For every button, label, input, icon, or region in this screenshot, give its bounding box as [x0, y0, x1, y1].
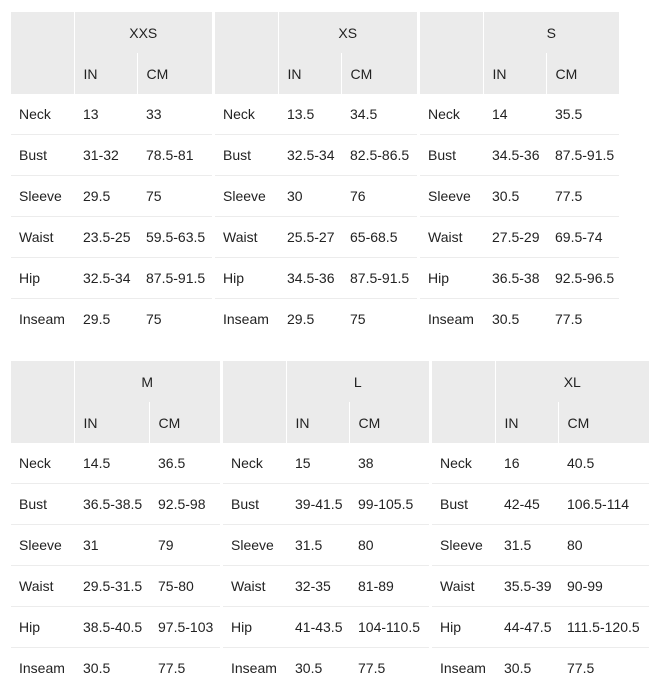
inch-value-cell [74, 607, 149, 648]
inch-value: 32.5-34 [83, 270, 131, 286]
cm-value-cell [558, 443, 649, 484]
inch-value-cell [495, 566, 558, 607]
inch-value: 44-47.5 [504, 619, 552, 635]
inch-value-cell [495, 484, 558, 525]
measurement-row [11, 176, 212, 217]
inch-value-cell [495, 443, 558, 484]
measurement-row [215, 299, 417, 340]
cm-value-cell [149, 566, 220, 607]
inch-value: 27.5-29 [492, 229, 540, 245]
inch-value-cell [74, 176, 137, 217]
cm-value: 79 [158, 537, 174, 553]
measurement-label-cell [215, 217, 278, 258]
measurement-label-cell [223, 525, 286, 566]
cm-value-cell [149, 648, 220, 689]
measurement-label: Inseam [19, 660, 65, 676]
inch-value-cell [74, 443, 149, 484]
measurement-label-cell [223, 484, 286, 525]
cm-value: 76 [350, 188, 366, 204]
unit-in-header: IN [74, 53, 137, 94]
unit-cm-header: CM [341, 53, 417, 94]
cm-value-cell [546, 258, 619, 299]
cm-value-cell [341, 135, 417, 176]
measurement-label-cell [223, 648, 286, 689]
measurement-label-cell [11, 258, 74, 299]
measurement-label-cell [11, 94, 74, 135]
cm-value: 92.5-98 [158, 496, 206, 512]
measurement-label: Neck [19, 455, 51, 471]
cm-value: 59.5-63.5 [146, 229, 206, 245]
size-label: S [483, 12, 619, 53]
inch-value: 29.5 [287, 311, 315, 327]
inch-value-cell [286, 607, 349, 648]
unit-cm-header: CM [137, 53, 212, 94]
measurement-row [11, 607, 220, 648]
cm-value-cell [341, 94, 417, 135]
inch-value-cell [74, 648, 149, 689]
inch-value-cell [495, 607, 558, 648]
size-label: L [286, 361, 429, 402]
measurement-label: Bust [428, 147, 457, 163]
cm-value-cell [546, 299, 619, 340]
unit-in-header: IN [483, 53, 546, 94]
measurement-label: Neck [19, 106, 51, 122]
inch-value-cell [74, 94, 137, 135]
inch-value-cell [74, 135, 137, 176]
size-table [420, 12, 619, 339]
inch-value-cell [483, 217, 546, 258]
cm-value: 81-89 [358, 578, 394, 594]
cm-value-cell [558, 607, 649, 648]
measurement-label-cell [215, 299, 278, 340]
measurement-label: Hip [440, 619, 462, 635]
size-header-row [215, 12, 417, 53]
measurement-label: Bust [19, 496, 48, 512]
inch-value: 29.5-31.5 [83, 578, 143, 594]
size-table [11, 361, 220, 688]
inch-value: 30.5 [83, 660, 111, 676]
measurement-row [11, 299, 212, 340]
inch-value-cell [286, 443, 349, 484]
inch-value: 31-32 [83, 147, 119, 163]
inch-value: 25.5-27 [287, 229, 335, 245]
cm-value-cell [558, 566, 649, 607]
measurement-label-cell [11, 443, 74, 484]
measurement-row [432, 443, 649, 484]
measurement-label: Sleeve [223, 188, 266, 204]
inch-value: 41-43.5 [295, 619, 343, 635]
inch-value-cell [278, 135, 341, 176]
measurement-label: Sleeve [19, 537, 62, 553]
header-corner-cell [223, 361, 286, 443]
inch-value-cell [74, 484, 149, 525]
size-header-row [11, 12, 212, 53]
inch-value: 30.5 [504, 660, 532, 676]
header-corner-cell [420, 12, 483, 94]
inch-value: 32.5-34 [287, 147, 335, 163]
size-table [432, 361, 649, 688]
inch-value: 30.5 [492, 188, 520, 204]
inch-value: 31 [83, 537, 99, 553]
size-table-block-xl [432, 361, 649, 688]
measurement-label: Waist [19, 578, 54, 594]
measurement-label-cell [432, 648, 495, 689]
cm-value-cell [349, 648, 429, 689]
inch-value-cell [495, 648, 558, 689]
cm-value-cell [349, 484, 429, 525]
cm-value-cell [341, 299, 417, 340]
cm-value-cell [137, 135, 212, 176]
measurement-label: Hip [19, 619, 41, 635]
measurement-label-cell [215, 176, 278, 217]
measurement-label: Waist [428, 229, 463, 245]
size-label: M [74, 361, 220, 402]
measurement-label-cell [432, 484, 495, 525]
inch-value: 29.5 [83, 311, 111, 327]
measurement-row [223, 566, 429, 607]
cm-value-cell [558, 484, 649, 525]
unit-cm-header: CM [349, 402, 429, 443]
measurement-label-cell [11, 484, 74, 525]
measurement-row [11, 525, 220, 566]
inch-value-cell [74, 299, 137, 340]
size-header-row [420, 12, 619, 53]
inch-value-cell [74, 217, 137, 258]
measurement-label: Inseam [231, 660, 277, 676]
cm-value-cell [546, 135, 619, 176]
inch-value-cell [74, 258, 137, 299]
measurement-label-cell [420, 299, 483, 340]
measurement-row [223, 648, 429, 689]
unit-in-header: IN [278, 53, 341, 94]
cm-value: 90-99 [567, 578, 603, 594]
cm-value: 92.5-96.5 [555, 270, 615, 286]
size-header-row [432, 361, 649, 402]
unit-in-header: IN [495, 402, 558, 443]
size-table-block-xxs [11, 12, 212, 339]
cm-value: 75 [146, 311, 162, 327]
measurement-label-cell [432, 607, 495, 648]
inch-value-cell [483, 299, 546, 340]
cm-value: 77.5 [358, 660, 386, 676]
inch-value-cell [286, 525, 349, 566]
measurement-label-cell [432, 443, 495, 484]
cm-value-cell [137, 258, 212, 299]
measurement-row [11, 94, 212, 135]
measurement-label: Bust [19, 147, 48, 163]
cm-value: 97.5-103 [158, 619, 214, 635]
measurement-label: Sleeve [231, 537, 274, 553]
measurement-row [215, 258, 417, 299]
cm-value-cell [558, 525, 649, 566]
cm-value: 87.5-91.5 [555, 147, 615, 163]
measurement-row [223, 607, 429, 648]
cm-value-cell [349, 525, 429, 566]
inch-value: 38.5-40.5 [83, 619, 143, 635]
measurement-row [215, 217, 417, 258]
inch-value-cell [286, 484, 349, 525]
inch-value-cell [483, 94, 546, 135]
header-corner-cell [11, 12, 74, 94]
size-header-row [223, 361, 429, 402]
header-corner-cell [215, 12, 278, 94]
cm-value: 87.5-91.5 [350, 270, 410, 286]
cm-value: 99-105.5 [358, 496, 414, 512]
measurement-row [11, 484, 220, 525]
measurement-row [215, 176, 417, 217]
inch-value-cell [286, 648, 349, 689]
cm-value-cell [349, 566, 429, 607]
measurement-row [420, 94, 619, 135]
measurement-label: Bust [440, 496, 469, 512]
size-table-block-s [420, 12, 619, 339]
cm-value-cell [137, 94, 212, 135]
measurement-label-cell [11, 299, 74, 340]
cm-value: 78.5-81 [146, 147, 194, 163]
inch-value-cell [278, 217, 341, 258]
size-table [223, 361, 429, 688]
size-label: XS [278, 12, 417, 53]
inch-value-cell [278, 299, 341, 340]
inch-value: 36.5-38.5 [83, 496, 143, 512]
cm-value-cell [546, 217, 619, 258]
cm-value: 75-80 [158, 578, 194, 594]
cm-value: 77.5 [555, 188, 583, 204]
inch-value: 35.5-39 [504, 578, 552, 594]
measurement-label: Sleeve [428, 188, 471, 204]
header-corner-cell [11, 361, 74, 443]
measurement-row [11, 648, 220, 689]
unit-cm-header: CM [546, 53, 619, 94]
measurement-label: Waist [440, 578, 475, 594]
inch-value-cell [483, 135, 546, 176]
size-table-block-xs [215, 12, 417, 339]
measurement-label: Waist [231, 578, 266, 594]
size-table-block-m [11, 361, 220, 688]
cm-value-cell [341, 217, 417, 258]
inch-value: 14 [492, 106, 508, 122]
inch-value: 39-41.5 [295, 496, 343, 512]
cm-value-cell [149, 607, 220, 648]
inch-value: 31.5 [295, 537, 323, 553]
cm-value: 38 [358, 455, 374, 471]
measurement-row [11, 217, 212, 258]
measurement-label-cell [215, 258, 278, 299]
cm-value-cell [558, 648, 649, 689]
measurement-label: Waist [223, 229, 258, 245]
measurement-label-cell [420, 217, 483, 258]
cm-value: 77.5 [555, 311, 583, 327]
cm-value: 35.5 [555, 106, 583, 122]
inch-value: 30.5 [295, 660, 323, 676]
measurement-label: Hip [223, 270, 245, 286]
cm-value: 80 [567, 537, 583, 553]
measurement-row [432, 648, 649, 689]
cm-value-cell [137, 176, 212, 217]
measurement-row [223, 443, 429, 484]
header-corner-cell [432, 361, 495, 443]
cm-value-cell [546, 94, 619, 135]
measurement-label-cell [215, 135, 278, 176]
inch-value: 15 [295, 455, 311, 471]
measurement-label: Bust [231, 496, 260, 512]
measurement-row [420, 135, 619, 176]
inch-value: 16 [504, 455, 520, 471]
size-header-row [11, 361, 220, 402]
measurement-label: Inseam [440, 660, 486, 676]
measurement-label-cell [223, 607, 286, 648]
measurement-label: Sleeve [19, 188, 62, 204]
measurement-label: Bust [223, 147, 252, 163]
size-label: XL [495, 361, 649, 402]
inch-value: 30.5 [492, 311, 520, 327]
cm-value: 69.5-74 [555, 229, 603, 245]
cm-value: 36.5 [158, 455, 186, 471]
measurement-row [223, 484, 429, 525]
measurement-label: Hip [231, 619, 253, 635]
inch-value: 34.5-36 [287, 270, 335, 286]
cm-value: 33 [146, 106, 162, 122]
cm-value: 77.5 [567, 660, 595, 676]
cm-value: 82.5-86.5 [350, 147, 410, 163]
unit-in-header: IN [74, 402, 149, 443]
measurement-row [420, 217, 619, 258]
measurement-label: Waist [19, 229, 54, 245]
measurement-label-cell [420, 258, 483, 299]
unit-cm-header: CM [149, 402, 220, 443]
cm-value: 40.5 [567, 455, 595, 471]
size-table [215, 12, 417, 339]
measurement-label: Hip [19, 270, 41, 286]
unit-cm-header: CM [558, 402, 649, 443]
cm-value: 106.5-114 [567, 496, 630, 512]
cm-value: 34.5 [350, 106, 378, 122]
size-label: XXS [74, 12, 212, 53]
measurement-row [432, 525, 649, 566]
inch-value-cell [278, 258, 341, 299]
measurement-label-cell [11, 217, 74, 258]
measurement-label: Hip [428, 270, 450, 286]
measurement-label-cell [11, 566, 74, 607]
cm-value-cell [349, 607, 429, 648]
measurement-label: Neck [440, 455, 472, 471]
cm-value-cell [137, 217, 212, 258]
inch-value-cell [278, 94, 341, 135]
measurement-label: Sleeve [440, 537, 483, 553]
cm-value-cell [349, 443, 429, 484]
cm-value-cell [546, 176, 619, 217]
inch-value: 31.5 [504, 537, 532, 553]
measurement-row [215, 94, 417, 135]
measurement-label: Inseam [223, 311, 269, 327]
measurement-row [420, 176, 619, 217]
cm-value: 75 [146, 188, 162, 204]
measurement-label-cell [215, 94, 278, 135]
inch-value-cell [483, 258, 546, 299]
measurement-label: Neck [428, 106, 460, 122]
measurement-row [432, 566, 649, 607]
cm-value: 80 [358, 537, 374, 553]
cm-value-cell [149, 484, 220, 525]
measurement-label: Inseam [19, 311, 65, 327]
cm-value-cell [149, 443, 220, 484]
measurement-row [11, 443, 220, 484]
cm-value: 75 [350, 311, 366, 327]
measurement-label: Neck [223, 106, 255, 122]
inch-value-cell [74, 525, 149, 566]
cm-value: 65-68.5 [350, 229, 398, 245]
size-table-block-l [223, 361, 429, 688]
cm-value: 104-110.5 [358, 619, 421, 635]
measurement-label-cell [223, 443, 286, 484]
measurement-row [11, 566, 220, 607]
measurement-label-cell [223, 566, 286, 607]
inch-value-cell [74, 566, 149, 607]
measurement-row [215, 135, 417, 176]
measurement-label-cell [11, 607, 74, 648]
measurement-row [420, 258, 619, 299]
measurement-row [11, 258, 212, 299]
cm-value-cell [149, 525, 220, 566]
measurement-label-cell [420, 176, 483, 217]
inch-value: 32-35 [295, 578, 331, 594]
measurement-label: Neck [231, 455, 263, 471]
measurement-label-cell [432, 566, 495, 607]
inch-value-cell [286, 566, 349, 607]
measurement-label-cell [420, 94, 483, 135]
measurement-label-cell [432, 525, 495, 566]
inch-value: 23.5-25 [83, 229, 131, 245]
measurement-row [11, 135, 212, 176]
inch-value-cell [278, 176, 341, 217]
measurement-label-cell [420, 135, 483, 176]
measurement-label: Inseam [428, 311, 474, 327]
cm-value-cell [341, 258, 417, 299]
measurement-label-cell [11, 176, 74, 217]
measurement-label-cell [11, 135, 74, 176]
inch-value: 14.5 [83, 455, 111, 471]
inch-value: 30 [287, 188, 303, 204]
inch-value-cell [495, 525, 558, 566]
size-table [11, 12, 212, 339]
cm-value: 77.5 [158, 660, 186, 676]
inch-value: 34.5-36 [492, 147, 540, 163]
cm-value-cell [137, 299, 212, 340]
measurement-row [420, 299, 619, 340]
cm-value-cell [341, 176, 417, 217]
cm-value: 111.5-120.5 [567, 619, 640, 635]
inch-value-cell [483, 176, 546, 217]
inch-value: 36.5-38 [492, 270, 540, 286]
inch-value: 13 [83, 106, 99, 122]
inch-value: 29.5 [83, 188, 111, 204]
measurement-row [223, 525, 429, 566]
inch-value: 42-45 [504, 496, 540, 512]
measurement-label-cell [11, 525, 74, 566]
unit-in-header: IN [286, 402, 349, 443]
measurement-label-cell [11, 648, 74, 689]
inch-value: 13.5 [287, 106, 315, 122]
cm-value: 87.5-91.5 [146, 270, 206, 286]
measurement-row [432, 484, 649, 525]
measurement-row [432, 607, 649, 648]
